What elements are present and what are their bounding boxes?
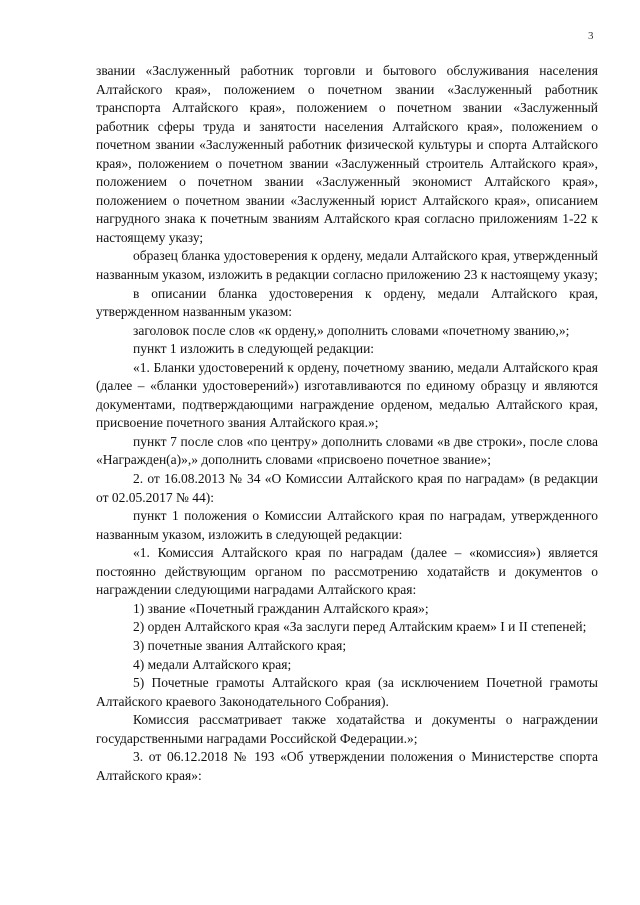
paragraph: Комиссия рассматривает также ходатайства и документы о награждении государственными наградами Российской Федерации.»; — [96, 712, 598, 746]
document-body — [96, 62, 598, 785]
paragraph: 1) звание «Почетный гражданин Алтайского края»; — [133, 600, 429, 616]
paragraph: 5) Почетные грамоты Алтайского края (за исключением Почетной грамоты Алтайского краевого Законодательного Собрания). — [96, 675, 598, 709]
page-number: 3 — [588, 30, 594, 42]
paragraph: «1. Бланки удостоверений к ордену, почетному званию, медали Алтайского края (далее – «бланки удостоверений») изготавливаются по единому образцу и являются документами, подтверждающими награждение орденом, медалью Алтайского края, присвоение почетного звания Алтайского края.»; — [96, 359, 598, 431]
paragraph: 2) орден Алтайского края «За заслуги перед Алтайским краем» I и II степеней; — [133, 619, 587, 635]
paragraph: в описании бланка удостоверения к ордену, медали Алтайского края, утвержденном названным указом: — [96, 285, 598, 320]
paragraph: звании «Заслуженный работник торговли и бытового обслуживания населения Алтайского края», положением о почетном звании «Заслуженный работник транспорта Алтайского края», положением о почетном звании «Заслуженный работник сферы труда и занятости населения Алтайского края», положением о почетном звании «Заслуженный работник физической культуры и спорта Алтайского края», положением о почетном звании «Заслуженный строитель Алтайского края», положением о почетном звании «Заслуженный экономист Алтайского края», положением о почетном звании «Заслуженный юрист Алтайского края», описанием нагрудного знака к почетным званиям Алтайского края согласно приложениям 1-22 к настоящему указу; — [96, 63, 598, 245]
paragraph: пункт 7 после слов «по центру» дополнить словами «в две строки», после слова «Награжден(а)»,» дополнить словами «присвоено почетное звание»; — [96, 433, 598, 468]
paragraph: образец бланка удостоверения к ордену, медали Алтайского края, утвержденный названным указом, изложить в редакции согласно приложению 23 к настоящему указу; — [96, 248, 598, 283]
paragraph: пункт 1 положения о Комиссии Алтайского края по наградам, утвержденного названным указом, изложить в следующей редакции: — [96, 508, 598, 542]
paragraph: 4) медали Алтайского края; — [133, 656, 292, 672]
paragraph: 3. от 06.12.2018 № 193 «Об утверждении положения о Министерстве спорта Алтайского края»: — [96, 749, 598, 783]
paragraph: 2. от 16.08.2013 № 34 «О Комиссии Алтайского края по наградам» (в редакции от 02.05.2017 № 44): — [96, 471, 598, 505]
paragraph: заголовок после слов «к ордену,» дополнить словами «почетному званию,»; — [133, 322, 570, 338]
paragraph: 3) почетные звания Алтайского края; — [133, 637, 347, 653]
paragraph: «1. Комиссия Алтайского края по наградам (далее – «комиссия») является постоянно действующим органом по рассмотрению ходатайств и документов о награждении следующими наградами Алтайского края: — [96, 545, 598, 598]
paragraph: пункт 1 изложить в следующей редакции: — [133, 341, 375, 357]
